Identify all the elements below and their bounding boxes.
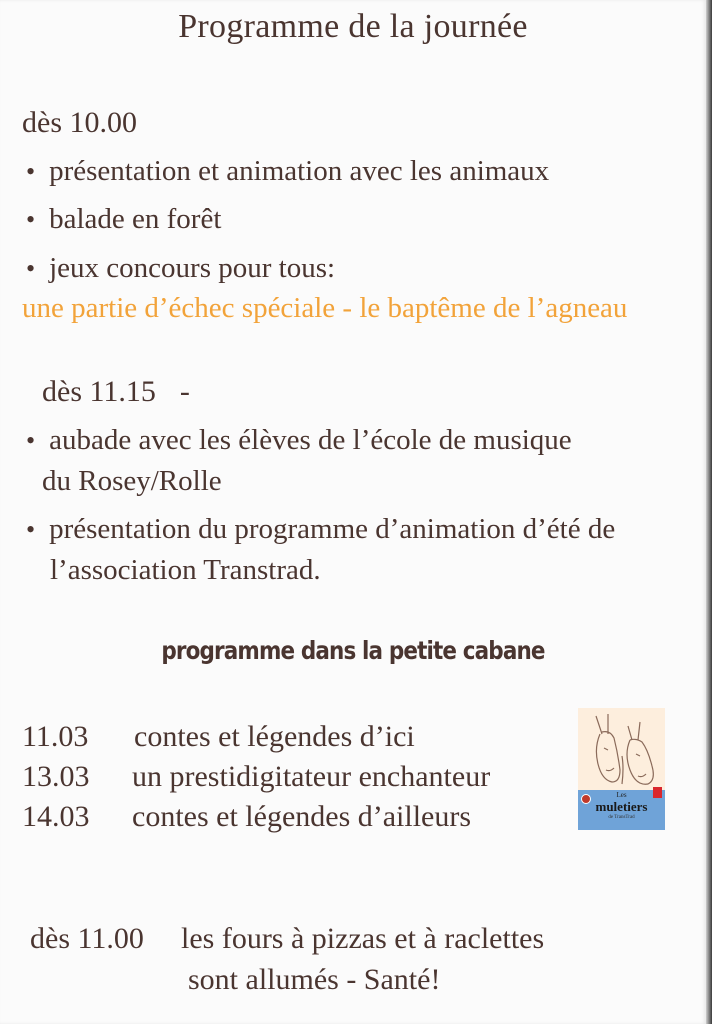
- schedule-row: [22, 800, 471, 834]
- schedule-row: [22, 720, 415, 754]
- logo-les: Les: [616, 791, 627, 799]
- schedule-time: 14.03: [22, 800, 90, 833]
- schedule-text: contes et légendes d’ailleurs: [132, 800, 472, 833]
- list-item: [26, 424, 572, 457]
- list-item: [26, 203, 221, 236]
- logo-name: muletiers: [595, 799, 648, 814]
- list-item-continuation: l’association Transtrad.: [50, 554, 321, 586]
- schedule-text: un prestidigitateur enchanteur: [132, 760, 491, 793]
- mule-heads-icon: [578, 708, 665, 790]
- list-item-text: aubade avec les élèves de l’école de musique: [49, 424, 572, 456]
- section2-time-text: dès 11.15: [42, 375, 156, 408]
- schedule-time: 13.03: [22, 760, 90, 793]
- section2-dash: -: [179, 375, 190, 408]
- logo-band: [578, 790, 665, 830]
- list-item-text: jeux concours pour tous:: [49, 252, 336, 284]
- footer-line1: les fours à pizzas et à raclettes: [181, 922, 545, 955]
- list-item: [26, 513, 615, 546]
- logo-sub: de TransTrad: [608, 815, 635, 820]
- page-title: Programme de la journée: [178, 8, 528, 45]
- flag-icon: [653, 787, 662, 798]
- section1-time: dès 10.00: [22, 106, 137, 139]
- list-item-text: présentation et animation avec les animaux: [49, 155, 550, 187]
- list-item: [26, 155, 549, 188]
- footer-time: dès 11.00: [30, 922, 144, 955]
- list-item-text: balade en forêt: [49, 203, 222, 235]
- section-heading: programme dans la petite cabane: [161, 636, 545, 665]
- footer-line2: sont allumés - Santé!: [188, 963, 441, 996]
- badge-icon: [581, 794, 591, 804]
- schedule-text: contes et légendes d’ici: [134, 720, 415, 753]
- highlight-text: une partie d’échec spéciale - le baptême de l’agneau: [22, 292, 628, 324]
- muletiers-logo: [578, 708, 665, 830]
- schedule-row: [22, 760, 490, 794]
- section2-time: [42, 375, 190, 409]
- list-item-text: présentation du programme d’animation d’été de: [49, 513, 616, 545]
- list-item: [26, 252, 335, 285]
- page-edge: [706, 0, 712, 1024]
- list-item-continuation: du Rosey/Rolle: [42, 465, 222, 497]
- schedule-time: 11.03: [22, 720, 89, 753]
